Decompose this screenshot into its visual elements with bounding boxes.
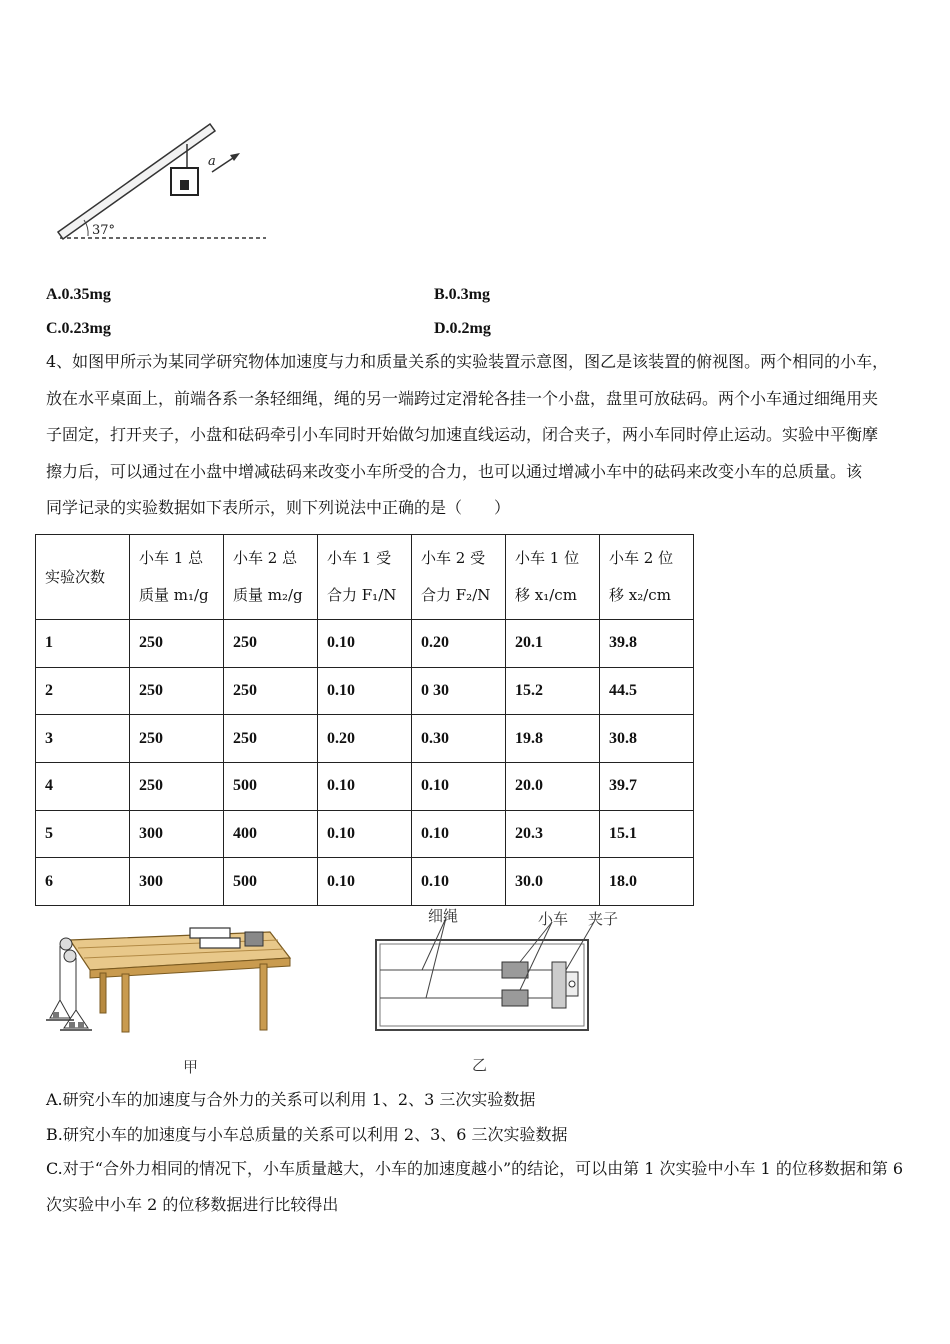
table-row bbox=[36, 715, 694, 763]
table-cell: 500 bbox=[224, 858, 318, 906]
question-line: 子固定，打开夹子，小盘和砝码牵引小车同时开始做匀加速直线运动，闭合夹子，两小车同时停止运动。实验中平衡摩 bbox=[46, 425, 879, 444]
table-cell: 20.3 bbox=[506, 810, 600, 858]
caption-yi: 乙 bbox=[472, 1056, 488, 1074]
answer-line: A.研究小车的加速度与合外力的关系可以利用 1、2、3 三次实验数据 bbox=[46, 1090, 536, 1109]
caption-jia: 甲 bbox=[183, 1058, 199, 1076]
question-line: 放在水平桌面上，前端各系一条轻细绳，绳的另一端跨过定滑轮各挂一个小盘，盘里可放砝码。两个小车通过细绳用夹 bbox=[46, 388, 879, 408]
table-cell: 15.1 bbox=[600, 810, 694, 858]
table-cell: 0.10 bbox=[412, 858, 506, 906]
table-row bbox=[36, 763, 694, 811]
table-header-cell: 实验次数 bbox=[36, 535, 130, 620]
question-text bbox=[46, 344, 912, 527]
answer-c bbox=[46, 1151, 912, 1223]
table-cell: 0.10 bbox=[412, 763, 506, 811]
answer-line: C.对于“合外力相同的情况下，小车质量越大，小车的加速度越小”的结论，可以由第 1 次实验中小车 1 的位移数据和第 6 bbox=[46, 1159, 904, 1178]
table-cell: 250 bbox=[130, 620, 224, 668]
option-b: B.0.3mg bbox=[434, 286, 490, 303]
table-cell: 1 bbox=[36, 620, 130, 668]
table-cell: 0.10 bbox=[318, 667, 412, 715]
table-cell: 250 bbox=[224, 620, 318, 668]
table-cell: 15.2 bbox=[506, 667, 600, 715]
table-cell: 44.5 bbox=[600, 667, 694, 715]
answer-line: B.研究小车的加速度与小车总质量的关系可以利用 2、3、6 三次实验数据 bbox=[46, 1125, 568, 1144]
table-header-cell: 小车 2 总 质量 m₂/g bbox=[224, 535, 318, 620]
table-row bbox=[36, 620, 694, 668]
table-cell: 250 bbox=[130, 763, 224, 811]
table-cell: 20.0 bbox=[506, 763, 600, 811]
table-cell: 300 bbox=[130, 810, 224, 858]
table-cell: 0.10 bbox=[412, 810, 506, 858]
table-cell: 0 30 bbox=[412, 667, 506, 715]
table-row bbox=[36, 810, 694, 858]
table-cell: 6 bbox=[36, 858, 130, 906]
table-cell: 39.7 bbox=[600, 763, 694, 811]
table-cell: 4 bbox=[36, 763, 130, 811]
table-cell: 30.8 bbox=[600, 715, 694, 763]
table-cell: 0.30 bbox=[412, 715, 506, 763]
table-cell: 500 bbox=[224, 763, 318, 811]
table-header-row bbox=[36, 535, 694, 620]
table-cell: 0.10 bbox=[318, 763, 412, 811]
label-clip: 夹子 bbox=[588, 910, 619, 928]
table-row bbox=[36, 858, 694, 906]
table-header-cell: 小车 1 总 质量 m₁/g bbox=[130, 535, 224, 620]
table-cell: 30.0 bbox=[506, 858, 600, 906]
angle-label: 37° bbox=[92, 223, 116, 238]
table-cell: 250 bbox=[130, 715, 224, 763]
table-header-cell: 小车 1 位 移 x₁/cm bbox=[506, 535, 600, 620]
table-cell: 39.8 bbox=[600, 620, 694, 668]
table-cell: 250 bbox=[224, 715, 318, 763]
option-a: A.0.35mg bbox=[46, 286, 111, 303]
table-cell: 5 bbox=[36, 810, 130, 858]
data-table bbox=[35, 534, 694, 906]
table-cell: 0.10 bbox=[318, 620, 412, 668]
table-cell: 300 bbox=[130, 858, 224, 906]
option-c: C.0.23mg bbox=[46, 320, 111, 337]
label-rope: 细绳 bbox=[428, 907, 459, 925]
table-header-cell: 小车 2 位 移 x₂/cm bbox=[600, 535, 694, 620]
table-cell: 0.20 bbox=[318, 715, 412, 763]
question-line: 擦力后，可以通过在小盘中增减砝码来改变小车所受的合力，也可以通过增减小车中的砝码来改变小车的总质量。该 bbox=[46, 461, 863, 481]
table-row bbox=[36, 667, 694, 715]
table-cell: 2 bbox=[36, 667, 130, 715]
accel-label: a bbox=[208, 154, 216, 169]
table-body bbox=[36, 620, 694, 906]
table-cell: 250 bbox=[130, 667, 224, 715]
answer-b bbox=[46, 1117, 912, 1153]
table-cell: 0.10 bbox=[318, 810, 412, 858]
apparatus-side-figure bbox=[40, 918, 300, 1048]
table-cell: 20.1 bbox=[506, 620, 600, 668]
question-line: 同学记录的实验数据如下表所示，则下列说法中正确的是（ ） bbox=[46, 498, 511, 517]
table-cell: 250 bbox=[224, 667, 318, 715]
question-line: 4、如图甲所示为某同学研究物体加速度与力和质量关系的实验装置示意图，图乙是该装置的俯视图。两个相同的小车， bbox=[46, 352, 889, 371]
table-cell: 3 bbox=[36, 715, 130, 763]
table-header-cell: 小车 2 受 合力 F₂/N bbox=[412, 535, 506, 620]
table-cell: 400 bbox=[224, 810, 318, 858]
label-cart: 小车 bbox=[538, 910, 569, 928]
incline-figure bbox=[40, 110, 280, 250]
table-header-cell: 小车 1 受 合力 F₁/N bbox=[318, 535, 412, 620]
option-d: D.0.2mg bbox=[434, 320, 491, 337]
answer-line: 次实验中小车 2 的位移数据进行比较得出 bbox=[46, 1195, 339, 1214]
table-cell: 0.10 bbox=[318, 858, 412, 906]
table-cell: 0.20 bbox=[412, 620, 506, 668]
answer-a bbox=[46, 1082, 912, 1118]
table-cell: 18.0 bbox=[600, 858, 694, 906]
table-cell: 19.8 bbox=[506, 715, 600, 763]
